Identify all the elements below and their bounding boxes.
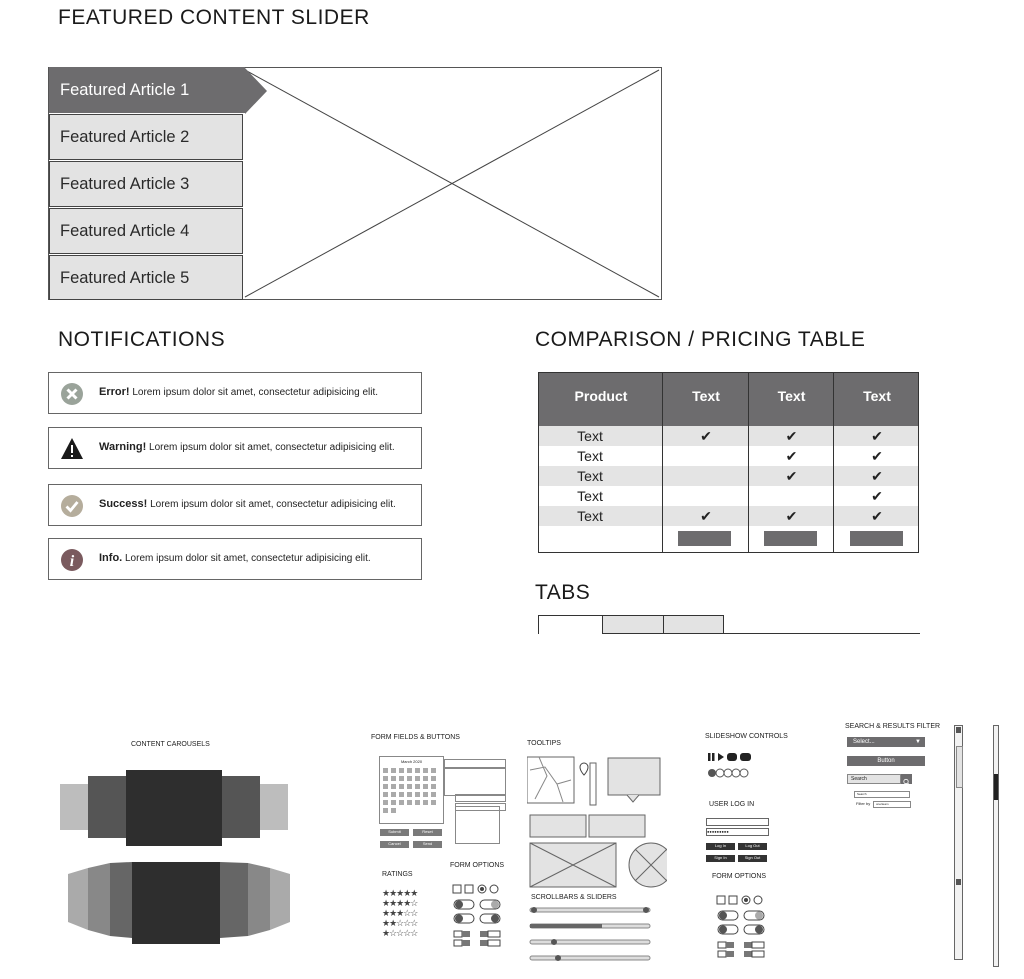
slideshow-title: SLIDESHOW CONTROLS — [705, 733, 788, 740]
filter-label: Filter by — [856, 801, 871, 806]
row-label: Text — [577, 468, 603, 484]
notification-text: Lorem ipsum dolor sit amet, consectetur adipisicing elit. — [149, 442, 395, 453]
notification-title: Warning! — [99, 441, 147, 453]
scroll-thumb[interactable] — [994, 774, 998, 800]
form-options-2-controls[interactable] — [716, 893, 768, 961]
check-icon: ✔ — [871, 508, 883, 524]
ratings-title: RATINGS — [382, 871, 413, 878]
section-title-comparison: COMPARISON / PRICING TABLE — [535, 328, 866, 351]
slider-item-5[interactable] — [49, 255, 243, 300]
calendar-month: March 2020 — [400, 759, 423, 764]
check-icon: ✔ — [785, 468, 798, 484]
check-icon: ✔ — [785, 428, 798, 444]
signin-button[interactable]: Sign In — [706, 855, 735, 862]
cancel-button[interactable]: Cancel — [380, 841, 409, 848]
calendar-widget[interactable] — [379, 756, 444, 824]
info-circle-icon — [60, 548, 84, 572]
check-circle-icon — [60, 494, 84, 518]
warning-triangle-icon — [60, 437, 84, 461]
tooltips-illustration — [527, 754, 667, 890]
form-options-2-title: FORM OPTIONS — [712, 873, 767, 880]
form-options-title: FORM OPTIONS — [450, 862, 505, 869]
check-icon: ✔ — [785, 448, 798, 464]
slider-item-label: Featured Article 4 — [60, 222, 190, 240]
notification-warning — [48, 427, 422, 469]
star-rating-1[interactable]: ★☆☆☆☆ — [382, 928, 418, 938]
table-row — [539, 466, 919, 486]
check-icon: ✔ — [700, 508, 712, 524]
table-header: Text — [834, 373, 919, 426]
slider-item-3[interactable] — [49, 161, 243, 207]
section-title-featured: FEATURED CONTENT SLIDER — [58, 6, 370, 29]
notification-info — [48, 538, 422, 580]
slider-item-4[interactable] — [49, 208, 243, 254]
row-label: Text — [577, 448, 603, 464]
table-header: Product — [539, 373, 663, 426]
notification-title: Error! — [99, 386, 130, 398]
tab-baseline — [724, 633, 920, 634]
carousel-title: CONTENT CAROUSELS — [131, 741, 210, 748]
textarea-field[interactable] — [444, 768, 506, 796]
active-arrow — [245, 68, 267, 114]
notification-error — [48, 372, 422, 414]
select-plan-button[interactable] — [678, 531, 731, 546]
notification-text: Lorem ipsum dolor sit amet, consectetur adipisicing elit. — [125, 553, 371, 564]
row-label: Text — [577, 508, 603, 524]
check-icon: ✔ — [785, 508, 798, 524]
carousel-illustration — [60, 770, 292, 950]
select-plan-button[interactable] — [850, 531, 903, 546]
notification-text: Lorem ipsum dolor sit amet, consectetur adipisicing elit. — [132, 387, 379, 398]
send-button[interactable]: Send — [413, 841, 442, 848]
star-rating-2[interactable]: ★★☆☆☆ — [382, 918, 418, 928]
list-box[interactable] — [455, 806, 500, 844]
row-label: Text — [577, 488, 603, 504]
select-placeholder: Select... — [853, 739, 875, 745]
sliders-illustration[interactable] — [528, 904, 654, 964]
slider-item-label: Featured Article 5 — [60, 269, 190, 287]
notification-title: Success! — [99, 498, 148, 510]
check-icon: ✔ — [871, 448, 883, 464]
username-field[interactable] — [706, 818, 769, 826]
select-plan-button[interactable] — [764, 531, 817, 546]
search-input[interactable]: Search — [847, 774, 901, 784]
password-field[interactable]: ●●●●●●●●● — [706, 828, 769, 836]
reset-button[interactable]: Reset — [413, 829, 442, 836]
row-label: Text — [577, 428, 603, 444]
featured-slider — [48, 67, 662, 300]
table-header: Text — [749, 373, 834, 426]
svg-text:i: i — [69, 553, 75, 570]
text-field[interactable] — [444, 759, 506, 768]
image-placeholder — [243, 68, 661, 299]
scroll-up-icon[interactable] — [956, 727, 961, 733]
slider-item-2[interactable] — [49, 114, 243, 160]
form-fields-title: FORM FIELDS & BUTTONS — [371, 734, 460, 741]
tab-2[interactable] — [602, 615, 664, 634]
scroll-thumb[interactable] — [956, 746, 963, 788]
login-button[interactable]: Log In — [706, 843, 735, 850]
search-button[interactable] — [901, 774, 912, 784]
notification-success — [48, 484, 422, 526]
form-options-controls[interactable] — [452, 882, 504, 950]
check-icon: ✔ — [871, 488, 883, 504]
tooltips-title: TOOLTIPS — [527, 740, 561, 747]
check-icon: ✔ — [700, 428, 712, 444]
table-row — [539, 426, 919, 446]
small-search-input[interactable]: Search — [854, 791, 910, 798]
submit-button[interactable]: Submit — [380, 829, 409, 836]
notification-text: Lorem ipsum dolor sit amet, consectetur adipisicing elit. — [150, 499, 396, 510]
slider-item-label: Featured Article 2 — [60, 128, 190, 146]
logout-button[interactable]: Log Out — [738, 843, 767, 850]
tab-1[interactable] — [538, 615, 603, 634]
star-rating-5[interactable]: ★★★★★ — [382, 888, 418, 898]
search-icon — [901, 777, 912, 787]
search-filter-title: SEARCH & RESULTS FILTER — [845, 723, 941, 730]
button-widget[interactable]: Button — [847, 756, 925, 766]
tab-3[interactable] — [663, 615, 724, 634]
filter-select[interactable]: one/team — [873, 801, 911, 808]
star-rating-4[interactable]: ★★★★☆ — [382, 898, 418, 908]
check-icon: ✔ — [871, 428, 883, 444]
star-rating-3[interactable]: ★★★☆☆ — [382, 908, 418, 918]
close-circle-icon — [60, 382, 84, 406]
section-title-tabs: TABS — [535, 581, 591, 604]
section-title-notifications: NOTIFICATIONS — [58, 328, 226, 351]
table-header: Text — [663, 373, 749, 426]
thin-scrollbar[interactable] — [993, 725, 999, 967]
star-ratings — [382, 888, 417, 938]
table-row — [539, 446, 919, 466]
slider-item-label: Featured Article 3 — [60, 175, 190, 193]
select-dropdown[interactable] — [847, 737, 925, 747]
notification-title: Info. — [99, 552, 123, 564]
slider-item-label: Featured Article 1 — [60, 81, 190, 99]
login-title: USER LOG IN — [709, 801, 755, 808]
calendar-grid — [381, 766, 442, 822]
check-icon: ✔ — [871, 468, 883, 484]
select-field[interactable] — [455, 794, 506, 802]
pricing-table — [538, 372, 919, 553]
table-row — [539, 506, 919, 526]
slider-item-1[interactable] — [49, 67, 245, 113]
table-row — [539, 486, 919, 506]
signout-button[interactable]: Sign Out — [738, 855, 767, 862]
scroll-down-icon[interactable] — [956, 879, 961, 885]
vertical-scrollbar[interactable] — [954, 725, 963, 960]
chevron-down-icon: ▼ — [915, 739, 921, 745]
slideshow-controls[interactable] — [706, 750, 762, 780]
scrollbars-title: SCROLLBARS & SLIDERS — [531, 894, 617, 901]
